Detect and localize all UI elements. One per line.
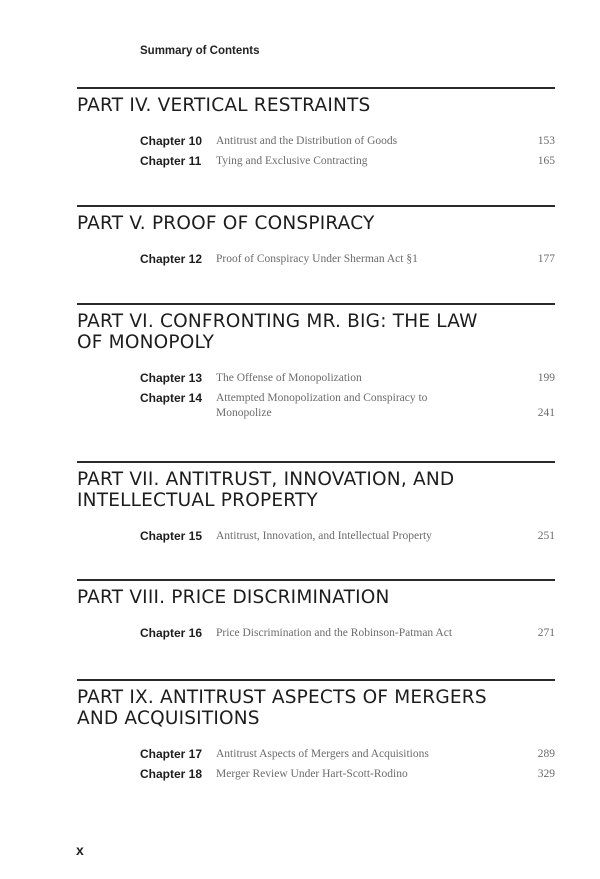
chapter-title: Price Discrimination and the Robinson-Patman Act <box>216 627 453 639</box>
part-title: PART VIII. PRICE DISCRIMINATION <box>77 587 390 608</box>
part-v-section <box>77 205 555 272</box>
chapter-title: Antitrust Aspects of Mergers and Acquisitions <box>216 748 429 760</box>
chapter-list <box>77 529 555 544</box>
part-divider-rule <box>77 87 555 89</box>
chapter-page-number: 165 <box>537 155 555 167</box>
part-divider-rule <box>77 303 555 305</box>
chapter-entry-10[interactable] <box>140 134 555 149</box>
part-title: PART V. PROOF OF CONSPIRACY <box>77 213 375 234</box>
chapter-entry-16[interactable] <box>140 626 555 641</box>
chapter-label: Chapter 18 <box>140 767 203 781</box>
part-title: PART VII. ANTITRUST, INNOVATION, AND INTELLECTUAL PROPERTY <box>77 469 455 511</box>
part-divider-rule <box>77 461 555 463</box>
chapter-list <box>77 134 555 169</box>
chapter-title: Attempted Monopolization and Conspiracy to Monopolize <box>216 392 428 419</box>
chapter-entry-18[interactable] <box>140 767 555 782</box>
chapter-page-number: 241 <box>537 407 555 419</box>
chapter-entry-11[interactable] <box>140 154 555 169</box>
chapter-title: Antitrust and the Distribution of Goods <box>216 135 398 147</box>
chapter-title: Merger Review Under Hart-Scott-Rodino <box>216 768 408 780</box>
chapter-page-number: 199 <box>537 372 555 384</box>
part-ix-section <box>77 679 555 787</box>
chapter-list <box>77 626 555 641</box>
part-vii-section <box>77 461 555 549</box>
chapter-label: Chapter 15 <box>140 529 203 543</box>
chapter-entry-13[interactable] <box>140 371 555 386</box>
chapter-entry-14[interactable] <box>140 391 555 421</box>
part-title: PART VI. CONFRONTING MR. BIG: THE LAW OF MONOPOLY <box>77 311 478 353</box>
chapter-title: Antitrust, Innovation, and Intellectual Property <box>216 530 432 542</box>
running-head: Summary of Contents <box>140 45 260 57</box>
chapter-page-number: 153 <box>537 135 555 147</box>
page-folio: x <box>76 842 84 858</box>
chapter-label: Chapter 14 <box>140 391 203 405</box>
part-title: PART IV. VERTICAL RESTRAINTS <box>77 95 371 116</box>
chapter-page-number: 289 <box>537 748 555 760</box>
part-divider-rule <box>77 679 555 681</box>
chapter-list <box>77 371 555 421</box>
chapter-label: Chapter 11 <box>140 154 202 168</box>
chapter-page-number: 177 <box>537 253 555 265</box>
part-divider-rule <box>77 579 555 581</box>
chapter-title: Proof of Conspiracy Under Sherman Act §1 <box>216 253 418 265</box>
part-viii-section <box>77 579 555 646</box>
chapter-page-number: 271 <box>537 627 555 639</box>
chapter-label: Chapter 13 <box>140 371 203 385</box>
chapter-title: Tying and Exclusive Contracting <box>216 155 368 167</box>
part-iv-section <box>77 87 555 174</box>
chapter-title: The Offense of Monopolization <box>216 372 362 384</box>
chapter-list <box>77 252 555 267</box>
chapter-entry-15[interactable] <box>140 529 555 544</box>
chapter-label: Chapter 17 <box>140 747 203 761</box>
chapter-page-number: 251 <box>537 530 555 542</box>
chapter-entry-12[interactable] <box>140 252 555 267</box>
chapter-page-number: 329 <box>537 768 555 780</box>
part-title: PART IX. ANTITRUST ASPECTS OF MERGERS AND ACQUISITIONS <box>77 687 487 729</box>
chapter-entry-17[interactable] <box>140 747 555 762</box>
chapter-label: Chapter 16 <box>140 626 203 640</box>
chapter-label: Chapter 12 <box>140 252 203 266</box>
chapter-list <box>77 747 555 782</box>
part-vi-section <box>77 303 555 426</box>
chapter-label: Chapter 10 <box>140 134 203 148</box>
part-divider-rule <box>77 205 555 207</box>
